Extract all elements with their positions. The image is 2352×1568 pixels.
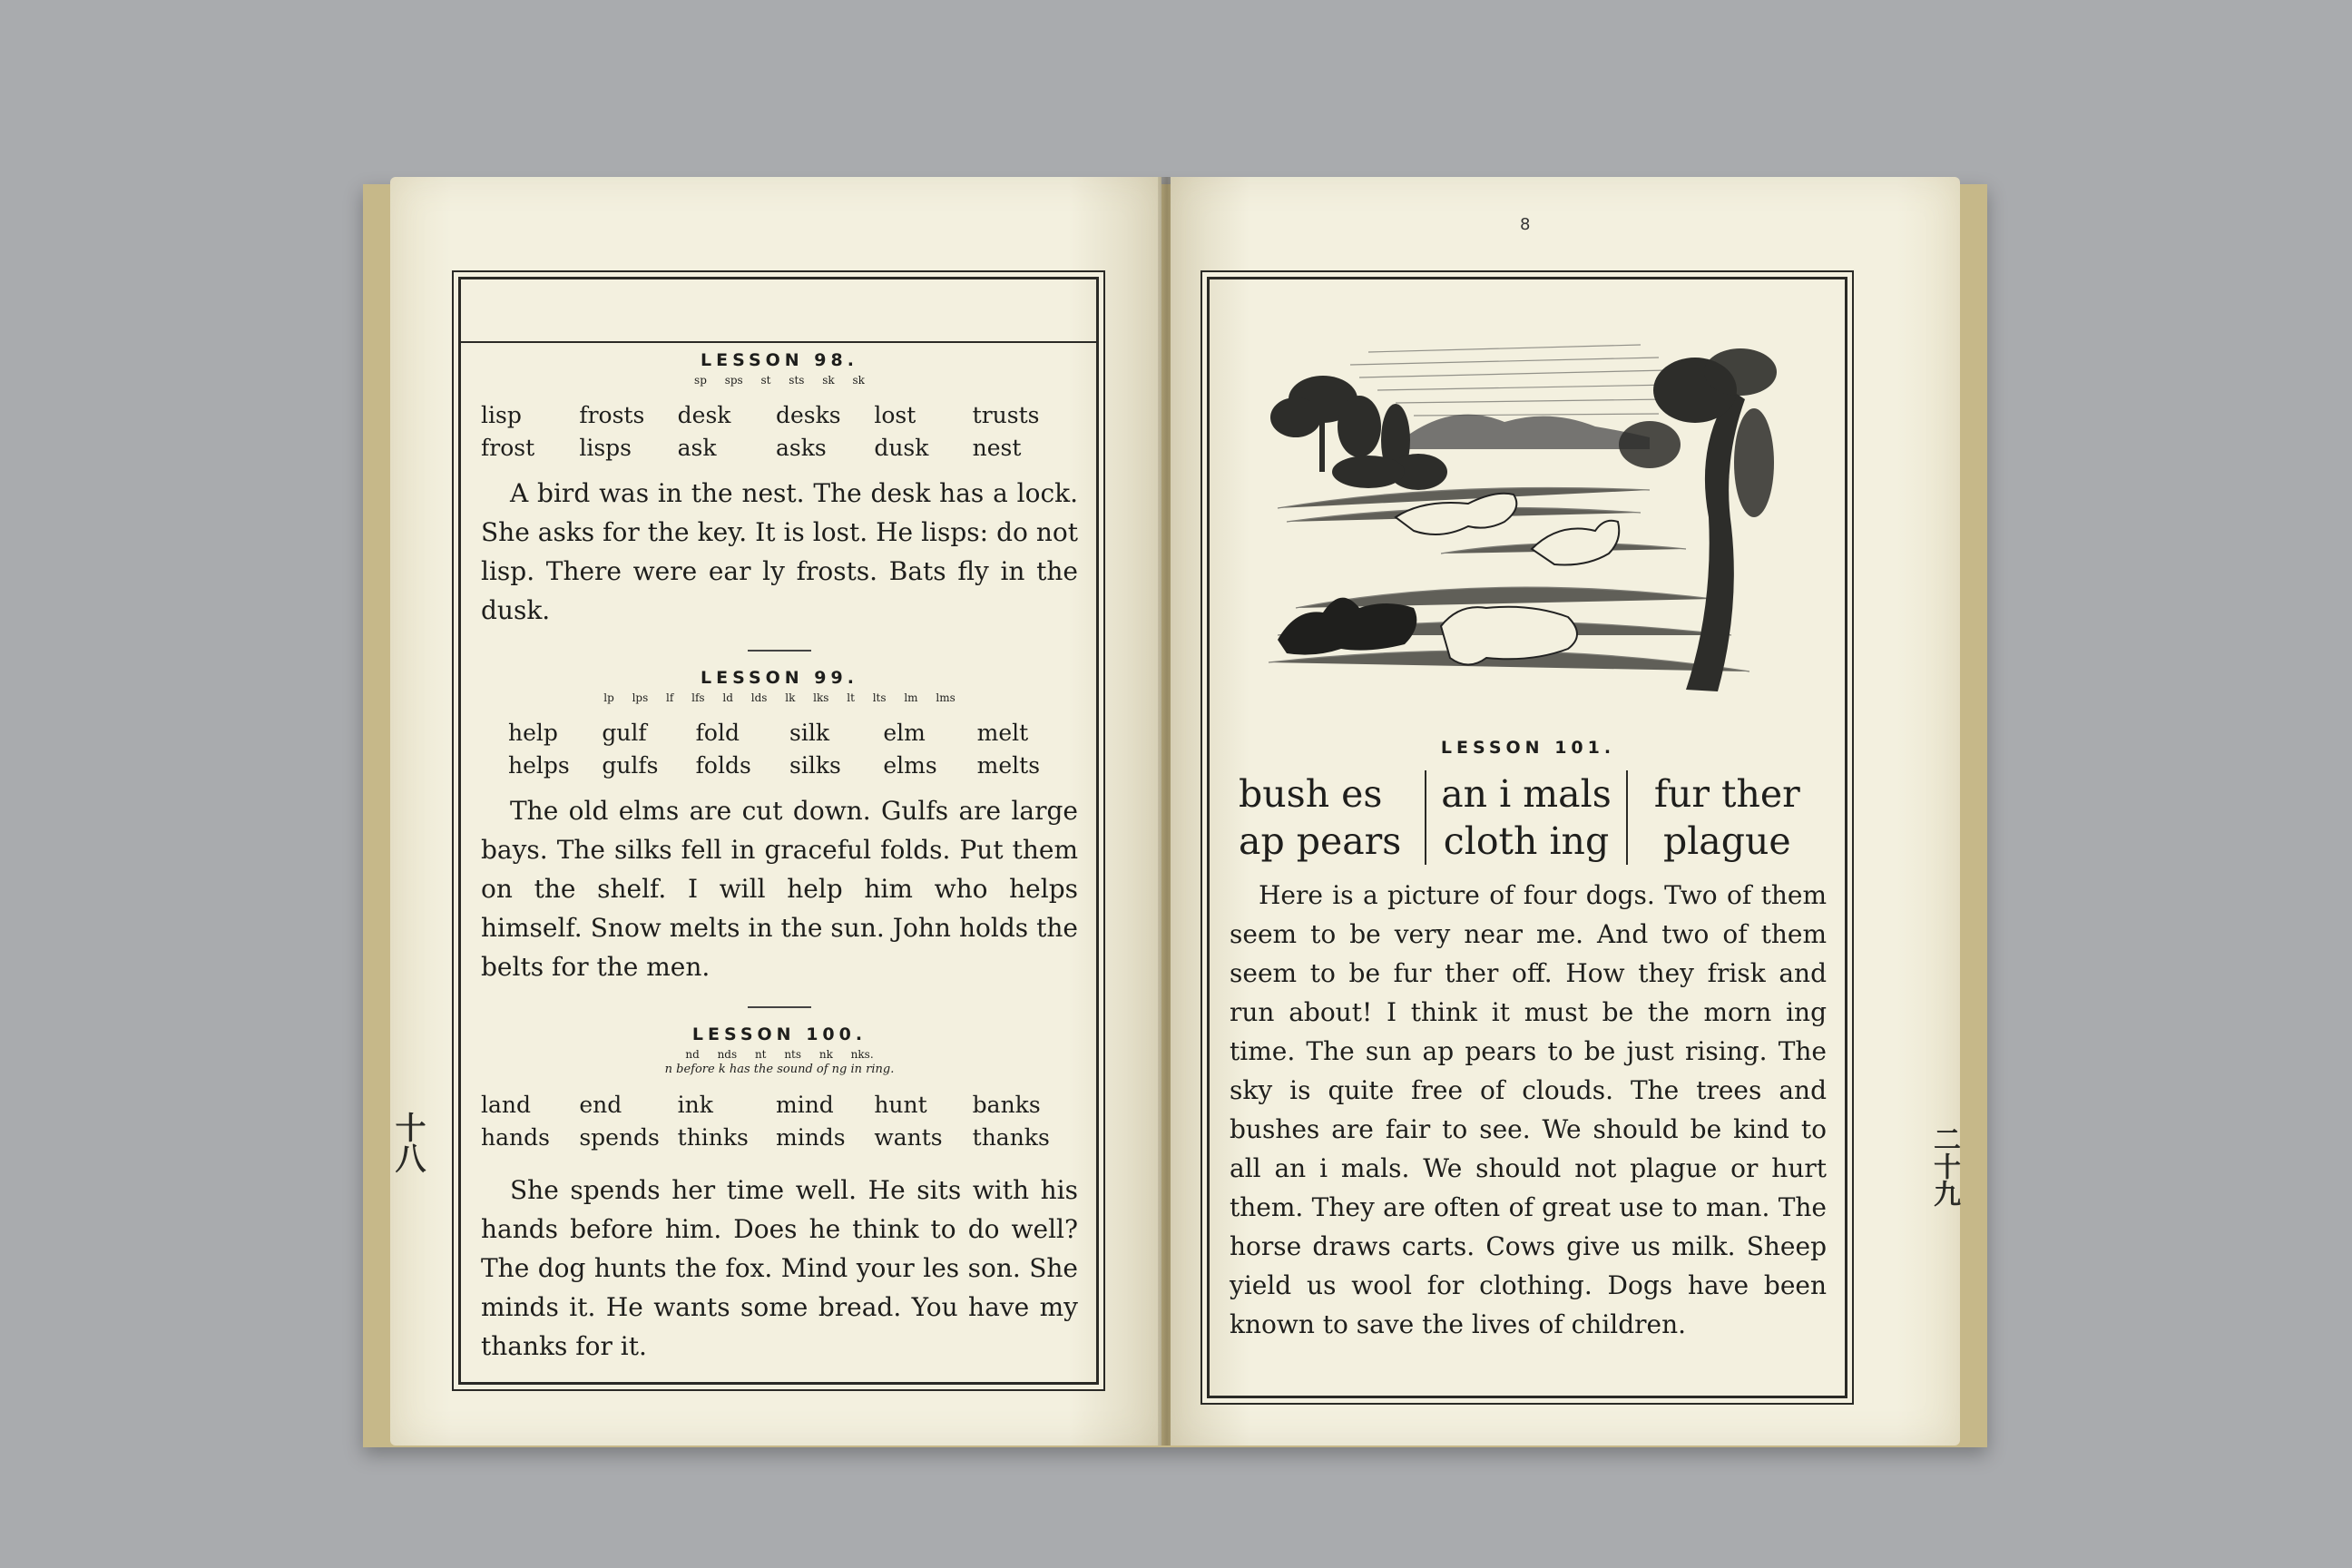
lesson-sounds: lp lps lf lfs ld lds lk lks lt lts lm lms bbox=[603, 691, 956, 704]
word: desks bbox=[776, 402, 841, 428]
vocab-column bbox=[1230, 770, 1425, 865]
word: trusts bbox=[972, 402, 1040, 428]
word: thinks bbox=[677, 1124, 749, 1151]
lesson-title: LESSON 98. bbox=[701, 350, 858, 370]
lesson-title: LESSON 99. bbox=[701, 668, 858, 688]
lesson-101 bbox=[1230, 738, 1827, 1344]
word: nest bbox=[972, 435, 1022, 461]
lesson-98 bbox=[481, 350, 1078, 1366]
right-page bbox=[1171, 177, 1960, 1446]
word: frosts bbox=[579, 402, 645, 428]
right-margin-mark: 二十九 bbox=[1928, 1125, 1960, 1207]
word: folds bbox=[695, 752, 751, 779]
word: lisp bbox=[481, 402, 522, 428]
vocab-word: ap pears bbox=[1239, 819, 1402, 863]
left-page bbox=[390, 177, 1161, 1446]
lesson-sounds: sp sps st sts sk sk bbox=[694, 374, 865, 387]
word: ink bbox=[677, 1092, 713, 1118]
word: helps bbox=[508, 752, 570, 779]
vocab-word: cloth ing bbox=[1443, 819, 1610, 863]
word: gulfs bbox=[602, 752, 659, 779]
lesson-passage: Here is a picture of four dogs. Two of them seem to be very near me. And two of them seem to be fur ther off. How they frisk and run about! I think it must be the morn ing time. The sun ap pears to be just rising. The sky is quite free of clouds. The trees and bushes are fair to see. We should be kind to all an i mals. We should not plague or hurt them. They are often of great use to man. The horse draws carts. Cows give us milk. Sheep yield us wool for clothing. Dogs have been known to save the lives of children. bbox=[1230, 880, 1827, 1339]
left-page-frame bbox=[458, 277, 1099, 1385]
word: help bbox=[508, 720, 558, 746]
vocab-word: bush es bbox=[1239, 772, 1383, 816]
word: dusk bbox=[874, 435, 929, 461]
word: minds bbox=[776, 1124, 846, 1151]
word-list bbox=[481, 399, 1071, 465]
word: banks bbox=[972, 1092, 1041, 1118]
word: lisps bbox=[579, 435, 632, 461]
word: melts bbox=[976, 752, 1041, 779]
vocab-column bbox=[1626, 770, 1827, 865]
word: spends bbox=[579, 1124, 660, 1151]
word: end bbox=[579, 1092, 622, 1118]
lesson-sounds-note: n before k has the sound of ng in ring. bbox=[664, 1063, 895, 1076]
vocab-word: plague bbox=[1662, 819, 1791, 863]
word-list bbox=[481, 1089, 1071, 1154]
lesson-divider bbox=[748, 650, 811, 652]
open-book bbox=[354, 177, 1996, 1447]
page-mark: 8 bbox=[1520, 215, 1531, 234]
word: desk bbox=[677, 402, 731, 428]
word: elm bbox=[883, 720, 926, 746]
lesson-passage: A bird was in the nest. The desk has a lock. She asks for the key. It is lost. He lisps: do not lisp. There were ear ly frosts. Bats fly in the dusk. bbox=[481, 478, 1078, 625]
vocab-column bbox=[1425, 770, 1625, 865]
right-page-frame bbox=[1207, 277, 1847, 1398]
word: mind bbox=[776, 1092, 834, 1118]
word: silks bbox=[789, 752, 841, 779]
four-dogs-engraving bbox=[1259, 336, 1795, 708]
word: silk bbox=[789, 720, 829, 746]
word: gulf bbox=[602, 720, 647, 746]
lesson-divider bbox=[748, 1006, 811, 1008]
word: land bbox=[481, 1092, 532, 1118]
vocab-word: an i mals bbox=[1441, 772, 1612, 816]
vocab-columns bbox=[1230, 770, 1827, 865]
word-list bbox=[508, 717, 1071, 782]
word: wants bbox=[874, 1124, 943, 1151]
word: hunt bbox=[874, 1092, 927, 1118]
word: frost bbox=[481, 435, 535, 461]
lesson-passage: The old elms are cut down. Gulfs are large bays. The silks fell in graceful folds. Put them on the shelf. I will help him who helps himself. Snow melts in the sun. John holds the belts for the men. bbox=[481, 796, 1078, 982]
word: thanks bbox=[972, 1124, 1050, 1151]
word: lost bbox=[874, 402, 916, 428]
lesson-passage: She spends her time well. He sits with his hands before him. Does he think to do well? The dog hunts the fox. Mind your les son. She minds it. He wants some bread. You have my thanks for it. bbox=[481, 1175, 1078, 1361]
frame-top-rule bbox=[461, 341, 1096, 343]
word: fold bbox=[695, 720, 740, 746]
word: melt bbox=[976, 720, 1029, 746]
left-margin-mark: 十八 bbox=[389, 1112, 426, 1173]
word: ask bbox=[677, 435, 717, 461]
lesson-sounds: nd nds nt nts nk nks. bbox=[685, 1048, 874, 1061]
word: hands bbox=[481, 1124, 550, 1151]
vocab-word: fur ther bbox=[1653, 772, 1800, 816]
word: elms bbox=[883, 752, 937, 779]
word: asks bbox=[776, 435, 827, 461]
lesson-title: LESSON 101. bbox=[1440, 738, 1616, 758]
lesson-title: LESSON 100. bbox=[691, 1024, 867, 1044]
